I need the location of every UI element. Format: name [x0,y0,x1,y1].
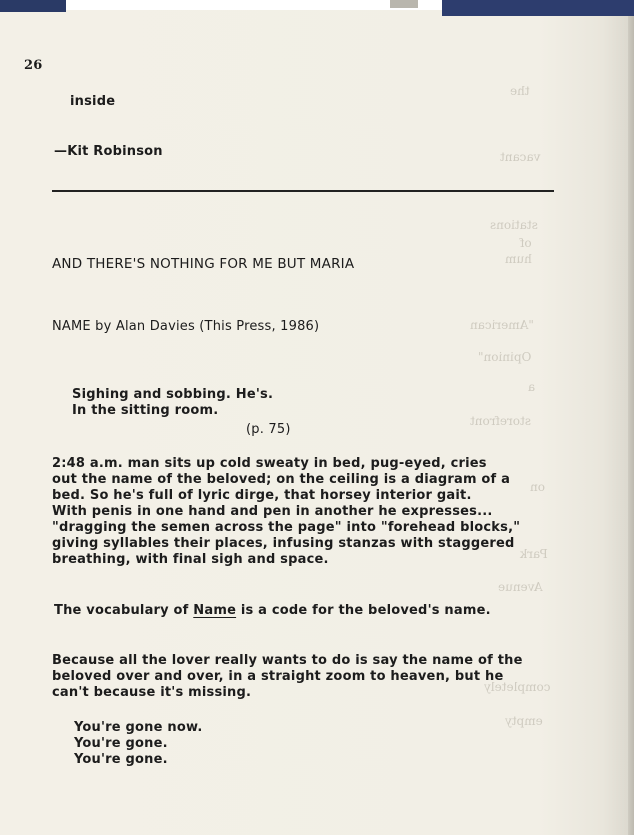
paragraph-2 [54,603,491,619]
show-through-word: stations [490,218,538,232]
poem-last-word: inside [70,94,116,109]
show-through-word: the [510,84,530,98]
cover-strip-right [442,0,634,16]
show-through-word: "American [470,318,534,332]
show-through-word: empty [505,714,543,728]
quote-line: In the sitting room. [72,403,219,418]
review-heading: AND THERE'S NOTHING FOR ME BUT MARIA [52,256,355,272]
paragraph-1-line: 2:48 a.m. man sits up cold sweaty in bed, pug-eyed, cries [52,456,487,471]
paragraph-1-line: giving syllables their places, infusing stanzas with staggered [52,536,515,551]
paragraph-1-line: out the name of the beloved; on the ceiling is a diagram of a [52,472,511,487]
show-through-word: completely [484,680,551,694]
book-title-name: Name [193,603,237,618]
review-citation: NAME by Alan Davies (This Press, 1986) [52,319,320,334]
closing-line: You're gone now. [74,720,203,735]
page-number: 26 [24,58,43,73]
paragraph-1-line: breathing, with final sigh and space. [52,552,329,567]
paragraph-1-line: bed. So he's full of lyric dirge, that horsey interior gait. [52,488,472,503]
show-through-word: Park [520,547,548,561]
cover-strip-left [0,0,66,12]
show-through-word: hum [505,252,532,266]
section-divider [52,190,554,192]
paragraph-1-line: With penis in one hand and pen in another he expresses... [52,504,493,519]
paragraph-2-post: is a code for the beloved's name. [236,603,491,618]
page-edge-shadow [628,16,634,835]
show-through-word: storefront [470,414,531,428]
paragraph-3-line: Because all the lover really wants to do is say the name of the [52,653,523,668]
paragraph-3-line: beloved over and over, in a straight zoom to heaven, but he [52,669,504,684]
top-edge-paper [66,0,442,10]
paragraph-2-pre: The vocabulary of [54,603,194,618]
show-through-word: of [520,236,532,250]
show-through-word: on [530,480,545,494]
quote-line: Sighing and sobbing. He's. [72,387,274,402]
show-through-word: Avenue [498,580,543,594]
quote-page-ref: (p. 75) [246,422,291,437]
cover-strip-mid [390,0,418,8]
paragraph-3-line: can't because it's missing. [52,685,252,700]
show-through-word: a [528,380,536,394]
poem-attribution: —Kit Robinson [54,144,163,159]
paragraph-1-line: "dragging the semen across the page" into "forehead blocks," [52,520,521,535]
show-through-word: Opinion" [478,350,532,364]
show-through-word: vacant [500,150,541,164]
closing-line: You're gone. [74,736,168,751]
closing-line: You're gone. [74,752,168,767]
